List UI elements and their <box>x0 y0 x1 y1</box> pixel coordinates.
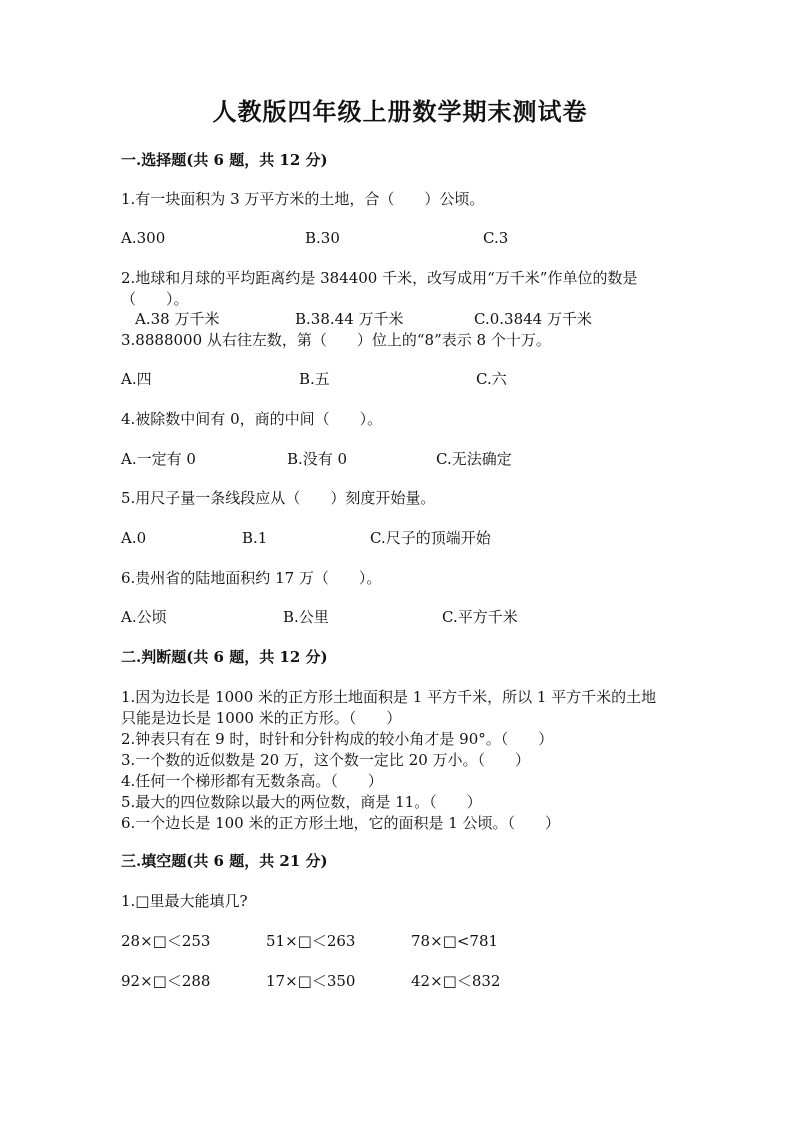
statement-text: 4.任何一个梯形都有无数条高。（ ） <box>121 772 383 790</box>
section-header-choice: 一.选择题(共 6 题，共 12 分) <box>121 151 328 169</box>
option-b: B.30 <box>305 229 340 247</box>
statement-text: 1.因为边长是 1000 米的正方形土地面积是 1 平方千米，所以 1 平方千米的土地 <box>121 688 657 706</box>
option-a: A.38 万千米 <box>135 310 220 328</box>
section-header-fill-in: 三.填空题(共 6 题，共 21 分) <box>121 852 328 870</box>
statement-text: 5.最大的四位数除以最大的两位数，商是 11。（ ） <box>121 793 482 811</box>
question-text: 2.地球和月球的平均距离约是 384400 千米，改写成用“万千米”作单位的数是 <box>121 269 638 287</box>
option-b: B.38.44 万千米 <box>295 310 404 328</box>
question-text: 3.8888000 从右往左数，第（ ）位上的“8”表示 8 个十万。 <box>121 331 551 349</box>
option-a: A.0 <box>121 529 147 547</box>
expression: 51×□＜263 <box>266 932 356 950</box>
statement-text-continued: 只能是边长是 1000 米的正方形。（ ） <box>121 709 402 727</box>
expression: 92×□＜288 <box>121 972 211 990</box>
page-title: 人教版四年级上册数学期末测试卷 <box>212 97 588 126</box>
option-c: C.尺子的顶端开始 <box>370 529 491 547</box>
option-a: A.公顷 <box>121 608 167 626</box>
option-c: C.六 <box>476 370 507 388</box>
option-c: C.无法确定 <box>436 450 512 468</box>
expression: 28×□＜253 <box>121 932 211 950</box>
option-b: B.没有 0 <box>287 450 348 468</box>
question-text: 1.有一块面积为 3 万平方米的土地，合（ ）公顷。 <box>121 190 485 208</box>
expression: 17×□＜350 <box>266 972 356 990</box>
question-text-continued: （ ）。 <box>121 290 189 308</box>
option-c: C.平方千米 <box>442 608 518 626</box>
expression: 42×□＜832 <box>411 972 501 990</box>
statement-text: 2.钟表只有在 9 时，时针和分针构成的较小角才是 90°。（ ） <box>121 730 554 748</box>
expression: 78×□<781 <box>411 932 499 950</box>
option-c: C.3 <box>483 229 509 247</box>
question-text: 6.贵州省的陆地面积约 17 万（ ）。 <box>121 569 382 587</box>
option-a: A.300 <box>121 229 166 247</box>
question-text: 5.用尺子量一条线段应从（ ）刻度开始量。 <box>121 489 436 507</box>
option-b: B.1 <box>242 529 268 547</box>
option-a: A.一定有 0 <box>121 450 196 468</box>
option-c: C.0.3844 万千米 <box>474 310 592 328</box>
question-text: 1.□里最大能填几? <box>121 892 248 910</box>
option-b: B.五 <box>299 370 330 388</box>
section-header-judgment: 二.判断题(共 6 题，共 12 分) <box>121 648 328 666</box>
question-text: 4.被除数中间有 0，商的中间（ ）。 <box>121 410 383 428</box>
option-a: A.四 <box>121 370 152 388</box>
option-b: B.公里 <box>283 608 329 626</box>
statement-text: 6.一个边长是 100 米的正方形土地，它的面积是 1 公顷。（ ） <box>121 814 561 832</box>
statement-text: 3.一个数的近似数是 20 万，这个数一定比 20 万小。（ ） <box>121 751 531 769</box>
